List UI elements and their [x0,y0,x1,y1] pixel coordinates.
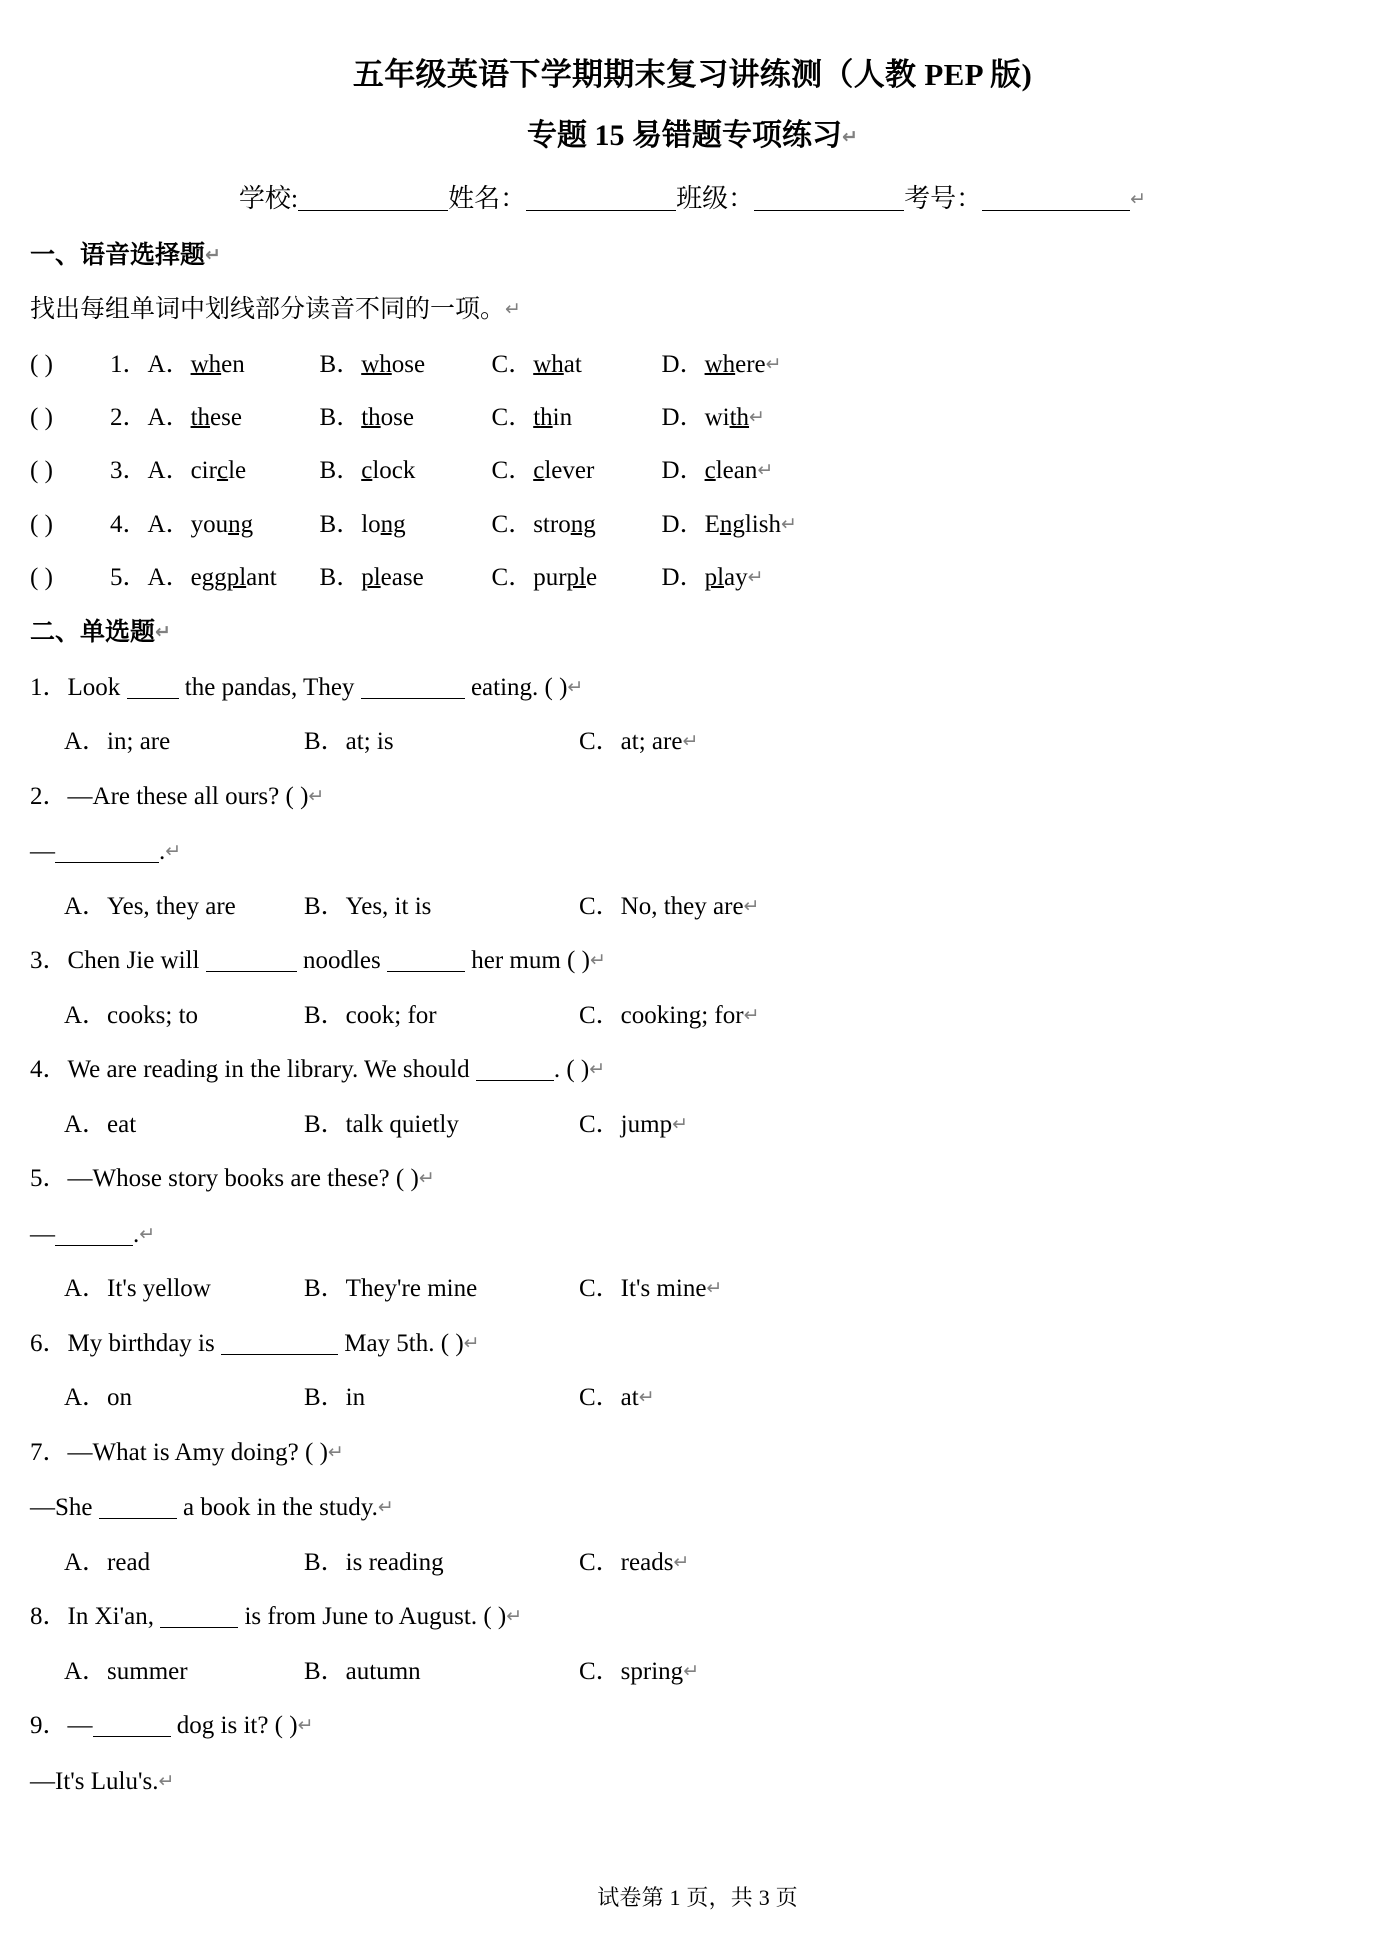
section-one-instruction [30,294,1355,327]
continuation-blank[interactable] [99,1518,177,1519]
phonetics-option[interactable] [320,349,492,380]
phonetics-option[interactable] [148,402,320,433]
phonetics-question-row [30,562,1355,593]
stem-text: the pandas, They [178,673,361,701]
option-word [533,457,594,484]
underlined-phoneme: pl [361,563,381,591]
mc-option-row [30,1656,1355,1689]
pilcrow-icon: ↵ [463,1331,480,1354]
section-two-heading-text: 二、单选题 [30,619,156,647]
pilcrow-icon: ↵ [205,243,221,266]
page-subtitle-text: 专题 15 易错题专项练习 [527,119,843,153]
pilcrow-icon: ↵ [589,949,606,972]
phonetics-option[interactable] [662,455,774,486]
continuation-text: . [133,1220,140,1248]
mc-option-row [30,1273,1355,1306]
option-word [191,457,247,484]
section-one-instruction-text: 找出每组单词中划线部分读音不同的一项。 [30,296,506,324]
option-letter: C． [491,457,534,485]
option-letter: D． [661,350,705,378]
mc-option[interactable]: A．in; are [64,728,171,756]
class-label: 班级： [676,184,755,214]
word-prefix: pur [533,563,567,591]
mc-question-stem [30,1054,1355,1087]
phonetics-option[interactable] [492,562,662,593]
word-suffix: lish [744,510,781,538]
mc-option[interactable]: C．It's mine↵ [579,1275,723,1303]
stem-blank[interactable] [160,1627,238,1628]
pilcrow-icon: ↵ [589,1058,606,1081]
mc-question-stem [30,1163,1355,1196]
mc-question-continuation [30,836,1355,869]
option-letter: B． [319,457,362,485]
underlined-phoneme: pl [226,563,247,591]
pilcrow-icon: ↵ [743,894,760,917]
stem-blank[interactable] [206,971,297,972]
stem-text: —Are these all ours? ( ) [67,782,309,810]
page-subtitle [30,118,1355,154]
mc-option-row [30,1109,1355,1142]
option-letter: D． [661,457,705,485]
stem-text: In Xi'an, [67,1603,161,1631]
phonetics-option[interactable] [148,455,320,486]
stem-text: My birthday is [67,1329,221,1357]
phonetics-option[interactable] [662,349,782,380]
mc-option[interactable]: C．spring↵ [579,1657,700,1685]
mc-option-row [30,1000,1355,1033]
word-suffix: lean [715,457,758,485]
exam-no-label: 考号： [904,184,983,214]
option-letter: D． [661,563,705,591]
option-word [533,564,597,591]
stem-blank[interactable] [221,1354,338,1355]
underlined-phoneme: pl [704,563,725,591]
underlined-phoneme: ng [719,510,745,538]
pilcrow-icon: ↵ [418,1167,435,1190]
question-number: 8． [30,1603,68,1631]
mc-question-stem [30,1328,1355,1361]
pilcrow-icon: ↵ [567,675,584,698]
option-word [361,404,414,431]
stem-text: noodles [296,947,387,975]
continuation-text: — [30,1220,55,1248]
pilcrow-icon: ↵ [682,730,699,753]
mc-option-row [30,891,1355,924]
option-word [705,457,758,484]
mc-option[interactable]: B．Yes, it is [304,892,432,920]
question-number: 9． [30,1712,68,1740]
phonetics-option[interactable] [492,455,662,486]
stem-text: . ( ) [553,1056,590,1084]
pilcrow-icon: ↵ [158,1769,175,1792]
stem-text: eating. ( ) [464,673,568,701]
option-word [361,457,415,484]
exam-no-input[interactable] [982,210,1130,211]
mc-option[interactable]: B．autumn [304,1657,421,1685]
stem-blank[interactable] [93,1736,171,1737]
word-suffix: e [585,563,598,591]
word-suffix: lever [544,457,595,485]
word-suffix: le [228,457,247,485]
option-letter: A． [147,510,191,538]
answer-bracket[interactable]: ( ) [30,457,53,485]
mc-option[interactable]: C．reads↵ [579,1548,690,1576]
stem-text: dog is it? ( ) [170,1712,298,1740]
option-word [705,511,781,538]
multiple-choice-question-list [30,672,1355,1799]
option-word [191,404,242,431]
word-prefix: lo [361,510,381,538]
pilcrow-icon: ↵ [308,784,325,807]
stem-blank[interactable] [476,1080,554,1081]
option-word [533,404,572,431]
option-word [705,404,749,431]
mc-option[interactable]: A．eat [64,1110,137,1138]
question-number: 3． [110,457,148,485]
phonetics-option[interactable] [492,509,662,540]
pilcrow-icon: ↵ [683,1659,700,1682]
mc-question-stem [30,945,1355,978]
option-letter: B． [319,563,362,591]
word-prefix: E [704,510,720,538]
pilcrow-icon: ↵ [765,352,782,375]
question-number: 4． [30,1056,68,1084]
phonetics-option[interactable] [148,349,320,380]
stem-text: her mum ( ) [464,947,590,975]
mc-option-row [30,1547,1355,1580]
mc-question-stem [30,672,1355,705]
mc-option[interactable]: C．cooking; for↵ [579,1001,760,1029]
pilcrow-icon: ↵ [743,1003,760,1026]
underlined-phoneme: wh [190,350,222,378]
stem-text: —Whose story books are these? ( ) [67,1165,419,1193]
option-word [533,351,582,378]
mc-option[interactable]: A．It's yellow [64,1275,211,1303]
school-label: 学校: [238,184,299,214]
page-footer: 试卷第 1 页，共 3 页 [597,1885,798,1910]
phonetics-option[interactable] [492,349,662,380]
stem-blank[interactable] [127,698,179,699]
word-suffix: ese [210,404,242,432]
phonetics-option[interactable] [320,455,492,486]
underlined-phoneme: wh [533,350,564,378]
word-prefix: wi [704,404,730,432]
phonetics-question-row [30,402,1355,433]
mc-option[interactable]: B．They're mine [304,1275,478,1303]
phonetics-option[interactable] [492,402,662,433]
underlined-phoneme: ng [570,510,596,538]
question-number: 5． [30,1165,68,1193]
mc-question-continuation [30,1766,1355,1799]
pilcrow-icon: ↵ [1130,188,1147,211]
option-letter: C． [491,350,534,378]
answer-bracket[interactable]: ( ) [30,563,53,591]
mc-question-continuation [30,1492,1355,1525]
option-word [191,351,245,378]
question-number: 1． [30,673,68,701]
pilcrow-icon: ↵ [297,1714,314,1737]
underlined-phoneme: th [190,404,211,432]
phonetics-option[interactable] [662,509,797,540]
word-prefix: you [190,510,229,538]
question-number: 4． [110,510,148,538]
word-suffix: ose [380,404,414,432]
underlined-phoneme: th [361,404,381,432]
option-letter: C． [491,510,534,538]
pilcrow-icon: ↵ [673,1550,690,1573]
mc-option[interactable]: A．cooks; to [64,1001,199,1029]
continuation-text: — [30,838,55,866]
student-info-line [30,182,1355,216]
mc-option[interactable]: B．talk quietly [304,1110,459,1138]
underlined-phoneme: wh [704,350,736,378]
pilcrow-icon: ↵ [377,1496,394,1519]
underlined-phoneme: c [361,457,373,485]
underlined-phoneme: th [729,404,750,432]
mc-option-row [30,1382,1355,1415]
mc-option[interactable]: A．Yes, they are [64,892,236,920]
question-number: 3． [30,947,68,975]
underlined-phoneme: c [704,457,716,485]
mc-question-stem [30,1710,1355,1743]
phonetics-option[interactable] [320,402,492,433]
continuation-text: a book in the study. [176,1494,378,1522]
answer-bracket[interactable]: ( ) [30,404,53,432]
mc-question-stem [30,1601,1355,1634]
stem-text: — [67,1712,93,1740]
underlined-phoneme: wh [361,350,392,378]
stem-text: —What is Amy doing? ( ) [67,1438,328,1466]
mc-option[interactable]: B．is reading [304,1548,444,1576]
pilcrow-icon: ↵ [506,1605,523,1628]
continuation-text: —She [30,1494,99,1522]
word-prefix: cir [190,457,217,485]
option-word [705,351,766,378]
option-letter: B． [319,404,362,432]
mc-question-stem [30,781,1355,814]
mc-option[interactable]: C．jump↵ [579,1110,688,1138]
word-suffix: ay [724,563,748,591]
section-one-heading-text: 一、语音选择题 [30,241,206,269]
phonetics-option[interactable] [662,562,764,593]
mc-option[interactable]: B．in [304,1384,366,1412]
underlined-phoneme: ng [228,510,254,538]
continuation-blank[interactable] [55,1245,133,1246]
option-word [361,351,425,378]
option-letter: A． [147,404,191,432]
pilcrow-icon: ↵ [638,1386,655,1409]
question-number: 2． [30,782,68,810]
pilcrow-icon: ↵ [327,1440,344,1463]
continuation-text: —It's Lulu's. [30,1767,159,1795]
class-input[interactable] [754,210,904,211]
option-letter: C． [491,404,534,432]
phonetics-option[interactable] [320,509,492,540]
question-number: 2． [110,404,148,432]
option-letter: B． [319,350,362,378]
pilcrow-icon: ↵ [749,406,765,429]
word-suffix: ease [380,563,424,591]
word-suffix: ere [735,350,766,378]
phonetics-question-row [30,349,1355,380]
stem-blank[interactable] [361,698,465,699]
word-suffix: at [563,350,582,378]
answer-bracket[interactable]: ( ) [30,510,53,538]
pilcrow-icon: ↵ [780,512,797,535]
phonetics-option[interactable] [148,509,320,540]
option-word [705,564,748,591]
phonetics-question-row [30,455,1355,486]
continuation-text: . [159,838,166,866]
pilcrow-icon: ↵ [757,459,774,482]
question-number: 6． [30,1329,68,1357]
mc-question-stem [30,1437,1355,1470]
pilcrow-icon: ↵ [842,126,858,149]
mc-option[interactable]: C．at↵ [579,1384,655,1412]
underlined-phoneme: ng [380,510,406,538]
phonetics-option[interactable] [320,562,492,593]
question-number: 5． [110,563,148,591]
mc-option-row [30,726,1355,759]
stem-text: is from June to August. ( ) [238,1603,507,1631]
page-title: 五年级英语下学期期末复习讲练测（人教 PEP 版) [352,57,1033,92]
option-word [191,564,277,591]
pilcrow-icon: ↵ [505,298,521,321]
option-letter: A． [147,563,191,591]
mc-option[interactable]: A．summer [64,1657,188,1685]
phonetics-option[interactable] [662,402,765,433]
underlined-phoneme: c [216,457,229,485]
word-suffix: lock [372,457,416,485]
pilcrow-icon: ↵ [165,840,182,863]
pilcrow-icon: ↵ [706,1277,723,1300]
option-word [361,511,405,538]
stem-text: We are reading in the library. We should [67,1056,476,1084]
section-two-heading [30,617,1355,650]
mc-option[interactable]: C．No, they are↵ [579,892,760,920]
mc-question-continuation [30,1219,1355,1252]
continuation-blank[interactable] [55,862,159,863]
option-letter: D． [661,510,705,538]
section-one-heading [30,240,1355,273]
word-suffix: ant [246,563,277,591]
stem-text: Look [67,673,127,701]
name-label: 姓名： [448,184,527,214]
underlined-phoneme: c [533,457,545,485]
word-prefix: egg [190,563,227,591]
stem-text: May 5th. ( ) [337,1329,464,1357]
option-word [533,511,596,538]
option-letter: A． [147,350,191,378]
mc-option[interactable]: A．read [64,1548,151,1576]
pilcrow-icon: ↵ [672,1112,688,1135]
question-number: 1． [110,350,148,378]
name-input[interactable] [526,210,676,211]
option-letter: D． [661,404,705,432]
pilcrow-icon: ↵ [747,565,764,588]
option-letter: A． [147,457,191,485]
underlined-phoneme: th [533,404,553,432]
question-number: 7． [30,1438,68,1466]
word-prefix: stro [533,510,571,538]
pilcrow-icon: ↵ [155,621,171,644]
stem-blank[interactable] [387,971,465,972]
word-suffix: ose [391,350,426,378]
phonetics-option[interactable] [148,562,320,593]
underlined-phoneme: pl [566,563,586,591]
mc-option[interactable]: B．cook; for [304,1001,437,1029]
phonetics-question-row [30,509,1355,540]
mc-option[interactable]: A．on [64,1384,133,1412]
word-suffix: in [552,404,573,432]
mc-option[interactable]: C．at; are↵ [579,728,699,756]
mc-option[interactable]: B．at; is [304,728,394,756]
stem-text: Chen Jie will [67,947,206,975]
phonetics-question-list [30,349,1355,593]
answer-bracket[interactable]: ( ) [30,350,53,378]
word-suffix: en [221,350,245,378]
school-input[interactable] [298,210,448,211]
option-word [191,511,254,538]
option-letter: C． [491,563,534,591]
option-letter: B． [319,510,362,538]
pilcrow-icon: ↵ [139,1222,156,1245]
option-word [361,564,423,591]
